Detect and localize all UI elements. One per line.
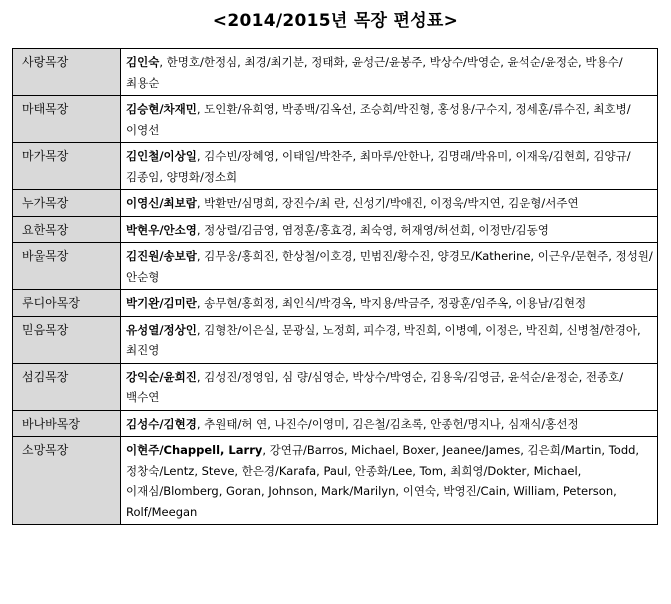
group-members [121,437,658,525]
table-row [13,437,658,525]
group-leader: 유성열/정상인 [126,322,197,337]
group-leader: 강익순/윤희진 [126,369,197,384]
member-list: , 김성진/정영임, 심 량/심영순, 박상수/박영순, 김용욱/김영금, 윤석순/윤정순, 전종호/백수연 [126,369,624,404]
table-row [13,190,658,217]
group-leader: 김인숙 [126,55,160,69]
group-members [121,49,658,96]
group-name: 섬김목장 [13,363,121,410]
table-row [13,96,658,143]
group-leader: 김승현/차재민 [126,102,197,116]
group-leader: 이영신/최보람 [126,196,197,210]
group-name: 루디아목장 [13,290,121,317]
group-leader: 김진원/송보람 [126,249,197,263]
group-name: 마가목장 [13,143,121,190]
group-leader: 김성수/김현경 [126,416,197,431]
roster-table [12,48,658,525]
group-members [121,363,658,410]
table-row [13,243,658,290]
group-name: 소망목장 [13,437,121,525]
member-list: , 김수빈/장혜영, 이태일/박찬주, 최마루/안한나, 김명래/박유미, 이재욱/김현희, 김양규/김종임, 양명화/정소희 [126,149,631,184]
group-members [121,316,658,363]
table-row [13,290,658,317]
member-list: , 송무현/홍희정, 최인식/박경옥, 박지용/박금주, 정광훈/임주옥, 이용남/김현정 [196,296,587,310]
group-members [121,143,658,190]
member-list: , 추원태/허 연, 나진수/이영미, 김은철/김초록, 안종헌/명지나, 심재식/홍선정 [196,416,579,431]
member-list: , 한명호/한정심, 최경/최기분, 정태화, 윤성근/윤봉주, 박상수/박영순, 윤석순/윤정순, 박용수/최용순 [126,55,623,90]
member-list: , 강연규/Barros, Michael, Boxer, Jeanee/James, 김은희/Martin, Todd, 정창숙/Lentz, Steve, 한은경/Karafa, Paul, 안종화/Lee, Tom, 최희영/Dokter, Michael, 이재심/Blomberg, Goran, Johnson, Mark/Marilyn, 이연숙, 박영진/Cain, William, Peterson, Rolf/Meegan [126,443,640,519]
group-leader: 이현주/Chappell, Larry [126,443,263,457]
group-name: 믿음목장 [13,316,121,363]
member-list: , 정상렬/김금영, 염정훈/홍효경, 최숙영, 허재영/허선희, 이정만/김동영 [196,222,549,237]
member-list: , 김형찬/이은실, 문광실, 노정희, 피수경, 박진희, 이병예, 이정은, 박진희, 신병철/한경아, 최진영 [126,322,641,357]
roster-body [13,49,658,525]
group-leader: 박현우/안소영 [126,222,197,237]
member-list: , 도인환/유희영, 박종백/김옥선, 조승희/박진형, 홍성용/구수지, 정세훈/류수진, 최호병/이영선 [126,102,631,137]
group-members [121,410,658,437]
table-row [13,316,658,363]
table-row [13,143,658,190]
group-name: 바울목장 [13,243,121,290]
table-row [13,410,658,437]
group-members [121,96,658,143]
member-list: , 박환만/심명희, 장진수/최 란, 신성기/박애진, 이정욱/박지연, 김운형/서주연 [196,196,579,210]
group-members [121,290,658,317]
group-members [121,216,658,243]
group-name: 마태목장 [13,96,121,143]
group-name: 사랑목장 [13,49,121,96]
table-row [13,363,658,410]
group-name: 요한목장 [13,216,121,243]
page-title: <2014/2015년 목장 편성표> [212,11,459,31]
group-members [121,243,658,290]
group-leader: 박기완/김미란 [126,296,197,310]
table-row [13,216,658,243]
member-list: , 김무웅/홍희진, 한상철/이호경, 민범진/황수진, 양경모/Katherine, 이근우/문현주, 정성원/안순형 [126,249,653,284]
group-leader: 김인철/이상일 [126,149,197,163]
group-name: 누가목장 [13,190,121,217]
group-name: 바나바목장 [13,410,121,437]
table-row [13,49,658,96]
group-members [121,190,658,217]
